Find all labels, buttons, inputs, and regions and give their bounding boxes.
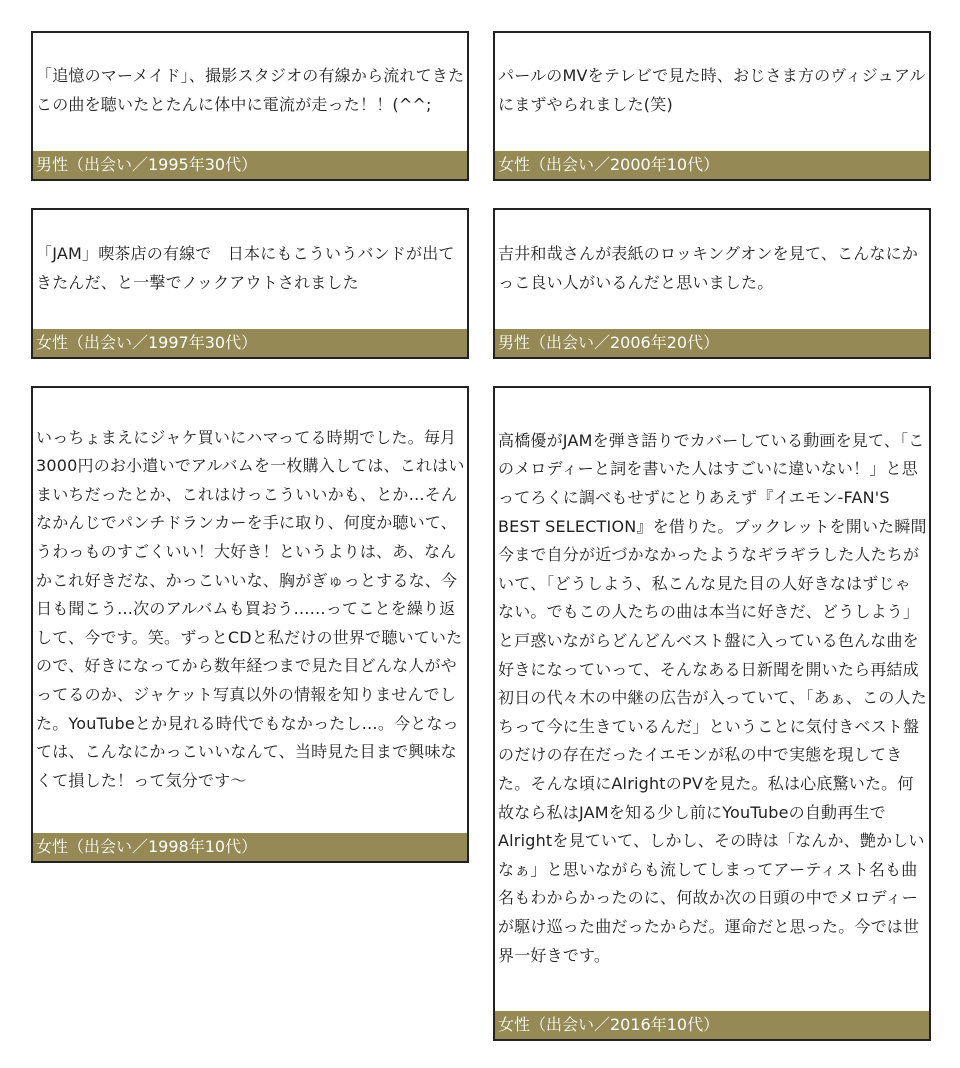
comment-meta: 女性（出会い／2016年10代） (495, 1011, 929, 1039)
comment-text: パールのMVをテレビで見た時、おじさま方のヴィジュアルにまずやられました(笑) (498, 66, 926, 114)
comment-card (31, 31, 469, 181)
comment-meta: 男性（出会い／1995年30代） (33, 151, 467, 179)
comment-card (493, 386, 931, 1041)
comment-card (31, 208, 469, 359)
comment-meta: 男性（出会い／2006年20代） (495, 329, 929, 357)
comment-text: 「JAM」喫茶店の有線で 日本にもこういうバンドが出てきたんだ、と一撃でノックアウトされました (36, 243, 455, 292)
comment-text: いっちょまえにジャケ買いにハマってる時期でした。毎月3000円のお小遣いでアルバムを一枚購入しては、これはいまいちだったとか、これはけっこういいかも、とか…そんなかんじでパンチドランカーを手に取り、何度か聴いて、うわっものすごくいい！大好き！というよりは、あ、なんかこれ好きだな、かっこいいな、胸がぎゅっとするな、今日も聞こう…次のアルバムも買おう……ってことを繰り返して、今です。笑。ずっとCDと私だけの世界で聴いていたので、好きになってから数年経つまで見た目どんな人がやってるのか、ジャケット写真以外の情報を知りませんでした。YouTubeとか見れる時代でもなかったし…。今となっては、こんなにかっこいいなんて、当時見た目まで興味なくて損した！って気分です～ (36, 427, 465, 790)
comment-meta: 女性（出会い／2000年10代） (495, 151, 929, 179)
comment-card (493, 208, 931, 359)
comments-column-right (493, 31, 931, 1068)
comments-column-left (31, 31, 469, 890)
comment-text: 高橋優がJAMを弾き語りでカバーしている動画を見て、「このメロディーと詞を書いた人はすごいに違いない！」と思ってろくに調べもせずにとりあえず『イエモン-FAN'S BEST SELECTION』を借りた。ブックレットを開いた瞬間今まで自分が近づかなかったようなギラギラした人たちがいて、「どうしよう、私こんな見た目の人好きなはずじゃない。でもこの人たちの曲は本当に好きだ、どうしよう」と戸惑いながらどんどんベスト盤に入っている色んな曲を好きになっていって、そんなある日新聞を開いたら再結成初日の代々木の中継の広告が入っていて、「あぁ、この人たちって今に生きているんだ」ということに気付きベスト盤のだけの存在だったイエモンが私の中で実態を現してきた。そんな頃にAlrightのPVを見た。私は心底驚いた。何故なら私はJAMを知る少し前にYouTubeの自動再生でAlrightを見ていて、しかし、その時は「なんか、艶かしいなぁ」と思いながらも流してしまってアーティスト名も曲名もわからかったのに、何故か次の日頭の中でメロディーが駆け巡った曲だったからだ。運命だと思った。今では世界一好きです。 (498, 430, 927, 965)
comment-card (493, 31, 931, 181)
comment-text: 吉井和哉さんが表紙のロッキングオンを見て、こんなにかっこ良い人がいるんだと思いました。 (498, 243, 919, 292)
comment-card (31, 386, 469, 863)
comment-meta: 女性（出会い／1997年30代） (33, 329, 467, 357)
comment-meta: 女性（出会い／1998年10代） (33, 833, 467, 861)
comment-text: 「追憶のマーメイド」、撮影スタジオの有線から流れてきたこの曲を聴いたとたんに体中に電流が走った！！(^^; (36, 66, 465, 114)
